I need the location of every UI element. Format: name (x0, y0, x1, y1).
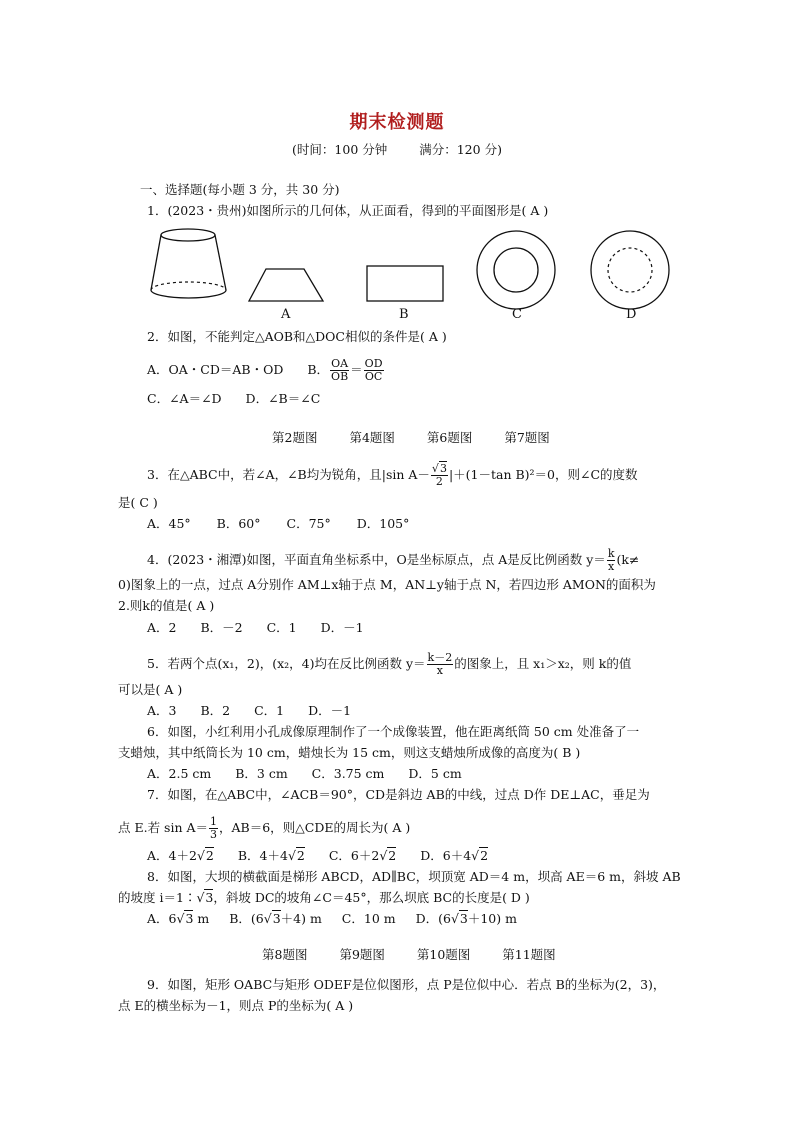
question-6-cont: 支蜡烛，其中纸筒长为 10 cm，蜡烛长为 15 cm，则这支蜡烛所成像的高度为( B ) (118, 745, 581, 760)
option-d: D．6＋4√2 (420, 848, 489, 863)
option-c: C．1 (266, 620, 297, 635)
figure-label-d: D (626, 307, 637, 322)
option-b-rectangle (367, 266, 443, 301)
figure-caption: 第10题图 (416, 947, 471, 962)
option-b: B．(6√3＋4) m (229, 911, 322, 926)
option-c: C．6＋2√2 (328, 848, 397, 863)
figure-caption: 第4题图 (349, 430, 395, 445)
question-5: 5．若两个点(x₁，2)，(x₂，4)均在反比例函数 y＝ $\frac{k-2}{x}$ 的图象上，且 x₁＞x₂，则 k的值 (147, 651, 632, 677)
option-a: A．OA・CD＝AB・OD (147, 362, 284, 377)
time-limit: (时间：100 分钟 (292, 142, 388, 157)
option-b: B．60° (216, 516, 261, 531)
question-9-cont: 点 E的横坐标为－1，则点 P的坐标为( A ) (118, 998, 354, 1013)
figure-label-c: C (512, 307, 522, 322)
figure-label-b: B (399, 307, 409, 322)
option-c: C．3.75 cm (311, 766, 385, 781)
figure-caption: 第8题图 (262, 947, 308, 962)
question-9: 9．如图，矩形 OABC与矩形 ODEF是位似图形，点 P是位似中心．若点 B的坐标为(2，3)， (147, 977, 666, 992)
option-c-ring (477, 231, 555, 309)
question-4-cont2: 2.则k的值是( A ) (118, 598, 215, 613)
option-d: D．∠B＝∠C (245, 391, 321, 406)
option-c: C．10 m (341, 911, 396, 926)
question-1: 1．(2023・贵州)如图所示的几何体，从正面看，得到的平面图形是( A ) (147, 203, 549, 218)
option-d: D．5 cm (408, 766, 462, 781)
question-2-options-row2 (147, 391, 320, 407)
figure-caption: 第6题图 (426, 430, 473, 445)
figure-caption: 第11题图 (502, 947, 556, 962)
question-7-cont: 点 E.若 sin A＝ $\frac{1}{3}$ ，AB＝6，则△CDE的周长为( A ) (118, 815, 411, 841)
option-b: B．－2 (200, 620, 243, 635)
figure-captions-1 (272, 430, 578, 446)
option-b: B．4＋4√2 (237, 848, 305, 863)
figure-caption: 第7题图 (504, 430, 550, 445)
question-3: 3．在△ABC中，若∠A，∠B均为锐角，且|sin A－ $\frac{√3}{2}$ |＋(1－tan B)²＝0，则∠C的度数 (147, 462, 638, 488)
exam-info (0, 140, 794, 158)
option-a: A．3 (147, 703, 177, 718)
option-a: A．2.5 cm (147, 766, 212, 781)
question-2-options-row1 (147, 358, 385, 383)
option-c: C．∠A＝∠D (147, 391, 222, 406)
question-6-options (147, 766, 462, 782)
figure-captions-2 (262, 947, 584, 963)
option-b: B． $\frac{OA}{OB}$ ＝ $\frac{OD}{OC}$ (307, 357, 383, 383)
section-heading: 一、选择题(每小题 3 分，共 30 分) (140, 182, 340, 197)
question-6: 6．如图，小红利用小孔成像原理制作了一个成像装置，他在距离纸筒 50 cm 处准备了一 (147, 724, 640, 739)
option-d: D．－1 (308, 703, 352, 718)
question-7-options (147, 848, 488, 864)
option-b: B．2 (200, 703, 231, 718)
question-4-cont: 0)图象上的一点，过点 A分别作 AM⊥x轴于点 M，AN⊥y轴于点 N，若四边形 AMON的面积为 (118, 577, 656, 592)
question-8-cont: 的坡度 i＝1∶√3，斜坡 DC的坡角∠C＝45°，那么坝底 BC的长度是( D ) (118, 890, 530, 905)
option-d-ring-dashed (591, 231, 669, 309)
figure-caption: 第2题图 (272, 430, 318, 445)
option-a: A．2 (147, 620, 177, 635)
option-a: A．6√3 m (147, 911, 210, 926)
option-d: D．(6√3＋10) m (415, 911, 517, 926)
figure-label-a: A (281, 307, 291, 322)
question-4-options (147, 620, 364, 636)
question-7: 7．如图，在△ABC中，∠ACB＝90°，CD是斜边 AB的中线，过点 D作 DE⊥AC，垂足为 (147, 787, 650, 802)
question-1-figures (0, 222, 794, 332)
question-5-options (147, 703, 351, 719)
question-8-options (147, 911, 517, 927)
question-5-cont: 可以是( A ) (118, 682, 183, 697)
full-score: 满分：120 分) (419, 142, 502, 157)
frustum-solid-figure (151, 229, 226, 298)
option-c: C．75° (286, 516, 331, 531)
question-2: 2．如图，不能判定△AOB和△DOC相似的条件是( A ) (147, 329, 447, 344)
figure-caption: 第9题图 (339, 947, 385, 962)
page-title: 期末检测题 (349, 112, 445, 133)
option-a: A．4＋2√2 (147, 848, 214, 863)
option-d: D．105° (356, 516, 410, 531)
question-3-options (147, 516, 409, 532)
option-d: D．－1 (320, 620, 364, 635)
option-a-trapezoid (249, 269, 323, 301)
question-4: 4．(2023・湘潭)如图，平面直角坐标系中，O是坐标原点，点 A是反比例函数 y＝ $\frac{k}{x}$ (k≠ (147, 547, 640, 573)
option-c: C．1 (254, 703, 285, 718)
question-3-cont: 是( C ) (118, 495, 158, 510)
option-a: A．45° (147, 516, 191, 531)
question-8: 8．如图，大坝的横截面是梯形 ABCD，AD∥BC，坝顶宽 AD＝4 m，坝高 AE＝6 m，斜坡 AB (147, 869, 681, 884)
option-b: B．3 cm (235, 766, 288, 781)
